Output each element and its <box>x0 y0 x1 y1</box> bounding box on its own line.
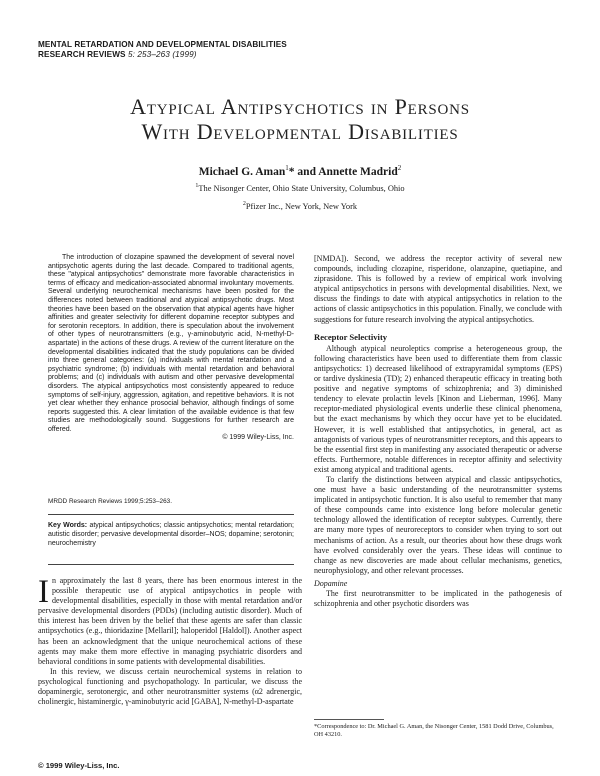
author-affiliation-mark: 1 <box>285 164 289 172</box>
introduction <box>38 576 302 707</box>
paper-title <box>60 94 540 144</box>
author-affiliation-mark: 2 <box>397 164 402 172</box>
corresponding-mark: * <box>288 165 295 178</box>
body-paragraph: The first neurotransmitter to be implicated in the pathogenesis of schizophrenia and other psychotic disorders was <box>314 589 562 609</box>
keyword-divider-bottom <box>48 564 294 565</box>
affiliation-mark: 1 <box>195 183 199 189</box>
abstract <box>48 254 294 443</box>
author-name: Annette Madrid <box>318 165 398 178</box>
author-list <box>0 164 600 178</box>
journal-volume: 5: 253–263 (1999) <box>127 50 197 59</box>
body-column-right <box>314 254 562 609</box>
intro-paragraph <box>38 576 302 667</box>
keyword-divider-top <box>48 514 294 515</box>
title-line-1: Atypical Antipsychotics in Persons <box>130 94 470 119</box>
keywords <box>48 522 294 548</box>
footer-copyright: © 1999 Wiley-Liss, Inc. <box>38 761 120 770</box>
journal-name: MENTAL RETARDATION AND DEVELOPMENTAL DISABILITIES <box>38 40 287 49</box>
affiliation-text: The Nisonger Center, Ohio State University, Columbus, Ohio <box>198 183 405 193</box>
affiliation <box>0 201 600 211</box>
affiliation <box>0 183 600 193</box>
footnote-divider <box>314 719 384 720</box>
body-paragraph: [NMDA]). Second, we address the receptor activity of several new compounds, including clozapine, risperidone, olanzapine, quetiapine, and ziprasidone. This is followed by a review of empirical work involving atypical antipsychotics in persons with developmental disabilities. Next, we discuss the findings to date with atypical antipsychotics in relation to the actions of classic antipsychotics in this population. Finally, we conclude with suggestions for future research involving the atypical antipsychotics. <box>314 254 562 324</box>
title-line-2: With Developmental Disabilities <box>141 119 459 144</box>
affiliation-mark: 2 <box>242 201 246 207</box>
body-paragraph: Although atypical neuroleptics comprise a heterogeneous group, the following characteristics have been used to differentiate them from classic antipsychotics: 1) decreased likelihood of extrapyramidal symptoms (EPS) or tardive dyskinesia (TD); 2) enhanced therapeutic efficacy in treating both positive and negative symptoms of schizophrenia; and 3) diminished tendency to elevate prolactin levels [Kinon and Lieberman, 1996]. Many receptor-mediated physiological events underlie these clinical phenomena, but the exact mechanisms by which they occur have yet to be elucidated. However, it is well established that antipsychotics, in general, act as antagonists of various types of neurotransmitter receptors, and this appears to be the essential first step in manifesting any associated therapeutic or adverse effects. Furthermore, notable differences in receptor affinity and selectivity exist among atypical and traditional agents. <box>314 343 562 474</box>
keywords-label: Key Words: <box>48 522 88 529</box>
journal-series: RESEARCH REVIEWS <box>38 50 126 59</box>
journal-header <box>38 40 287 60</box>
author-conjunction: and <box>294 165 319 178</box>
abstract-text: The introduction of clozapine spawned the development of several novel antipsychotic agents during the last decade. Compared to traditional agents, these "atypical antipsychotics" demonstrate more favorable characteristics in terms of efficacy and medication-associated abnormal involuntary movements. Several underlying neurochemical mechanisms have been posited for the differences noted between traditional and atypical antipsychotic drugs. Most theories have been based on the observation that atypical agents have higher affinities and greater selectivity for different dopamine receptor subtypes and for serotonin receptors. In addition, there is speculation about the involvement of other types of neurotransmitters (e.g., γ-aminobutyric acid, N-methyl-D-aspartate) in the actions of these drugs. A review of the current literature on the developmental disabilities indicated that the study populations can be divided into three general categories: (a) individuals with mental retardation and a psychiatric syndrome; (b) individuals with mental retardation and behavioral problems; and (c) individuals with autism and other pervasive developmental disorders. The atypical antipsychotics most consistently appeared to reduce symptoms of self-injury, aggression, agitation, and repetitive behaviors. It is not yet clear whether they enhance prosocial behavior, although findings of some reports suggested this. A clear limitation of the available evidence is that few studies are methodologically sound. Suggestions for further research are offered. <box>48 254 294 433</box>
citation: MRDD Research Reviews 1999;5:253–263. <box>48 498 172 505</box>
section-heading: Receptor Selectivity <box>314 331 388 342</box>
author-name: Michael G. Aman <box>198 165 286 178</box>
journal-volume-line <box>38 50 287 60</box>
correspondence-footnote: *Correspondence to: Dr. Michael G. Aman, the Nisonger Center, 1581 Dodd Drive, Columbus, OH 43210. <box>314 723 554 738</box>
drop-cap: I <box>38 574 49 610</box>
subsection-heading: Dopamine <box>314 578 348 588</box>
keywords-text: atypical antipsychotics; classic antipsychotics; mental retardation; autistic disorder; pervasive developmental disorder–NOS; dopamine; serotonin; neurochemistry <box>48 522 294 547</box>
intro-paragraph: In this review, we discuss certain neurochemical systems in relation to psychological functioning and psychopathology. In particular, we discuss the dopaminergic, serotonergic, and other neurotransmitter systems (α2 adrenergic, cholinergic, histaminergic, γ-aminobutyric acid [GABA], N-methyl-D-aspartate <box>38 666 302 707</box>
body-paragraph: To clarify the distinctions between atypical and classic antipsychotics, one must have a basic understanding of the neurotransmitter systems implicated in antipsychotic function. It is also useful to remember that many of these compounds came into existence long before molecular genetic technology allowed the identification of receptor subtypes. Currently, there are many more types of neuroreceptors to consider when trying to sort out mechanisms of action. As a result, our theories about how these drugs work have evolved considerably over the years. These ideas will continue to change as new discoveries are made about cellular mechanisms, genetics, neurophysiology, and other relevant processes. <box>314 474 562 575</box>
affiliation-text: Pfizer Inc., New York, New York <box>245 201 358 211</box>
intro-paragraph-text: n approximately the last 8 years, there has been enormous interest in the possible therapeutic use of atypical antipsychotics in people with developmental disabilities, especially in those with mental retardation and/or pervasive developmental disorders (PDDs) (including autistic disorder). Much of this interest has been driven by the belief that these agents are safer than classic antipsychotics (e.g., thioridazine [Mellaril]; haloperidol [Haldol]). Another aspect has been an acknowledgment that the unique neurochemical actions of these agents may make them more effective in managing psychiatric disorders and behavioral conditions in some patients with developmental disabilities. <box>38 576 302 666</box>
abstract-copyright: © 1999 Wiley-Liss, Inc. <box>222 434 294 442</box>
